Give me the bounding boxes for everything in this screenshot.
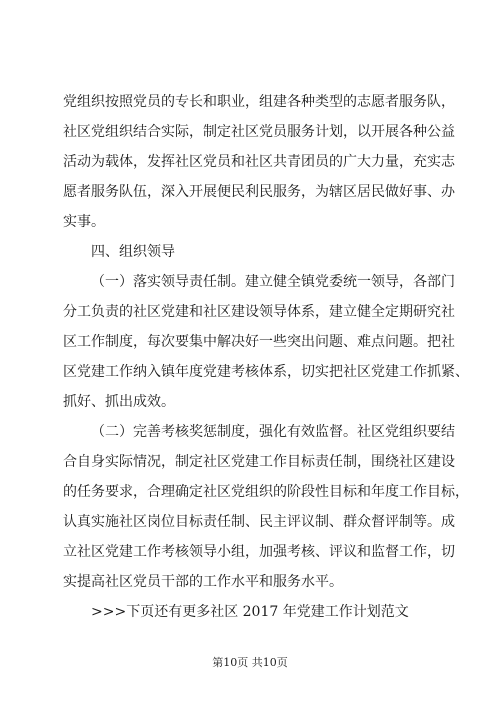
paragraph-line: 合自身实际情况，制定社区党建工作目标责任制，围绕社区建设 — [63, 454, 455, 470]
paragraph-line: 分工负责的社区党建和社区建设领导体系，建立健全定期研究社 — [63, 304, 455, 320]
paragraph-line: 实提高社区党员干部的工作水平和服务水平。 — [63, 574, 343, 590]
paragraph-line: 认真实施社区岗位目标责任制、民主评议制、群众督评制等。成 — [63, 514, 455, 530]
paragraph-line: 立社区党建工作考核领导小组，加强考核、评议和监督工作，切 — [63, 544, 455, 560]
more-link-text: >>>下页还有更多社区 2017 年党建工作计划范文 — [91, 604, 409, 620]
paragraph-line: 的任务要求，合理确定社区党组织的阶段性目标和年度工作目标， — [63, 484, 469, 500]
paragraph-line: 活动为载体，发挥社区党员和社区共青团员的广大力量，充实志 — [63, 154, 455, 170]
paragraph-line: 社区党组织结合实际，制定社区党员服务计划，以开展各种公益 — [63, 124, 455, 140]
section-heading: 四、组织领导 — [91, 244, 175, 260]
paragraph-line: 党组织按照党员的专长和职业，组建各种类型的志愿者服务队， — [63, 94, 455, 110]
paragraph-line: 抓好、抓出成效。 — [63, 394, 175, 410]
paragraph-line: 实事。 — [63, 214, 105, 230]
paragraph-line: （一）落实领导责任制。建立健全镇党委统一领导，各部门 — [91, 274, 455, 290]
page-number-footer: 第10页 共10页 — [212, 656, 288, 669]
paragraph-line: 愿者服务队伍，深入开展便民利民服务，为辖区居民做好事、办 — [63, 184, 455, 200]
paragraph-line: （二）完善考核奖惩制度，强化有效监督。社区党组织要结 — [91, 424, 455, 440]
paragraph-line: 区工作制度，每次要集中解决好一些突出问题、难点问题。把社 — [63, 334, 455, 350]
paragraph-line: 区党建工作纳入镇年度党建考核体系，切实把社区党建工作抓紧、 — [63, 364, 469, 380]
